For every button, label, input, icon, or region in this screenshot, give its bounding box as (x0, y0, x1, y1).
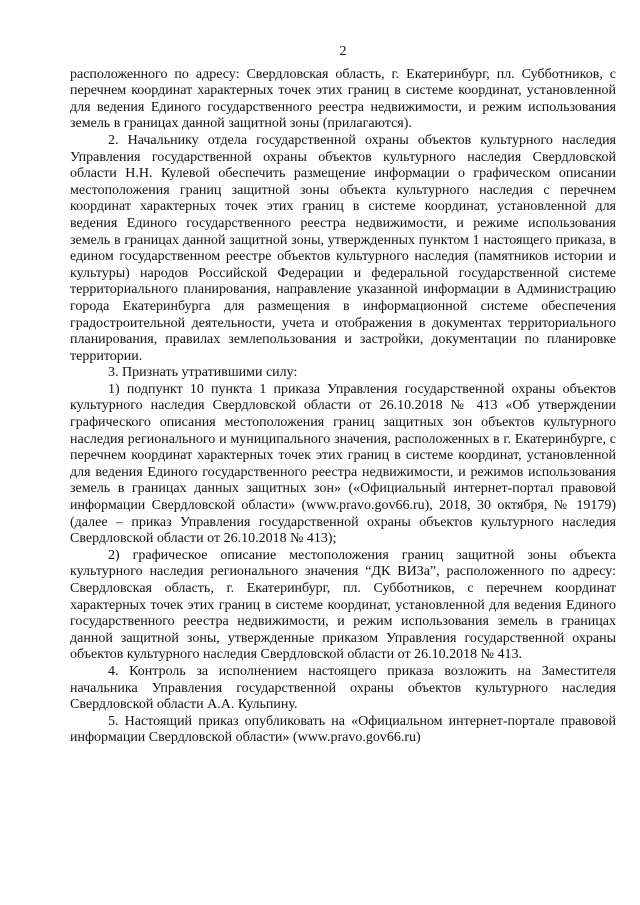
paragraph-continuation: расположенного по адресу: Свердловская область, г. Екатеринбург, пл. Субботников, с перечнем координат характерных точек этих границ в системе координат, установленной для ведения Единого государственного реестра недвижимости, и режим использования земель в границах данной защитной зоны (прилагаются). (70, 66, 616, 132)
paragraph-item-5: 5. Настоящий приказ опубликовать на «Официальном интернет-портале правовой информации Свердловской области» (www.pravo.gov66.ru) (70, 713, 616, 746)
paragraph-item-2: 2. Начальнику отдела государственной охраны объектов культурного наследия Управления государственной охраны объектов культурного наследия Свердловской области Н.Н. Кулевой обеспечить размещение информации о графическом описании местоположения границ защитной зоны объекта культурного наследия с перечнем координат характерных точек этих границ в системе координат, установленной для ведения Единого государственного реестра недвижимости, и режиме использования земель в границах данной защитной зоны, утвержденных пунктом 1 настоящего приказа, в едином государственном реестре объектов культурного наследия (памятников истории и культуры) народов Российской Федерации и федеральной государственной системе территориального планирования, направление указанной информации в Администрацию города Екатеринбурга для размещения в информационной системе обеспечения градостроительной деятельности, учета и отображения в документах территориального планирования, правилах землепользования и застройки, документации по планировке территории. (70, 132, 616, 364)
paragraph-item-3: 3. Признать утратившими силу: (108, 365, 298, 381)
paragraph-subitem-3-2: 2) графическое описание местоположения границ защитной зоны объекта культурного наследия регионального значения “ДК ВИЗа”, расположенного по адресу: Свердловская область, г. Екатеринбург, пл. Субботников, с перечнем координат характерных точек этих границ в системе координат, установленной для ведения Единого государственного реестра недвижимости, и режим использования земель в границах данной защитной зоны, утвержденные приказом Управления государственной охраны объектов культурного наследия Свердловской области от 26.10.2018 № 413. (70, 547, 616, 663)
paragraph-subitem-3-1: 1) подпункт 10 пункта 1 приказа Управления государственной охраны объектов культурного наследия Свердловской области от 26.10.2018 № 413 «Об утверждении графического описания местоположения границ защитных зон объектов культурного наследия регионального и муниципального значения, расположенных в г. Екатеринбурге, с перечнем координат характерных точек этих границ в системе координат, установленной для ведения Единого государственного реестра недвижимости, и режимов использования земель в границах данных защитных зон» («Официальный интернет-портал правовой информации Свердловской области» (www.pravo.gov66.ru), 2018, 30 октября, № 19179) (далее – приказ Управления государственной охраны объектов культурного наследия Свердловской области от 26.10.2018 № 413); (70, 381, 616, 547)
paragraph-item-4: 4. Контроль за исполнением настоящего приказа возложить на Заместителя начальника Управления государственной охраны объектов культурного наследия Свердловской области А.А. Кульпину. (70, 663, 616, 713)
page-number: 2 (339, 44, 347, 59)
document-page (70, 44, 616, 747)
